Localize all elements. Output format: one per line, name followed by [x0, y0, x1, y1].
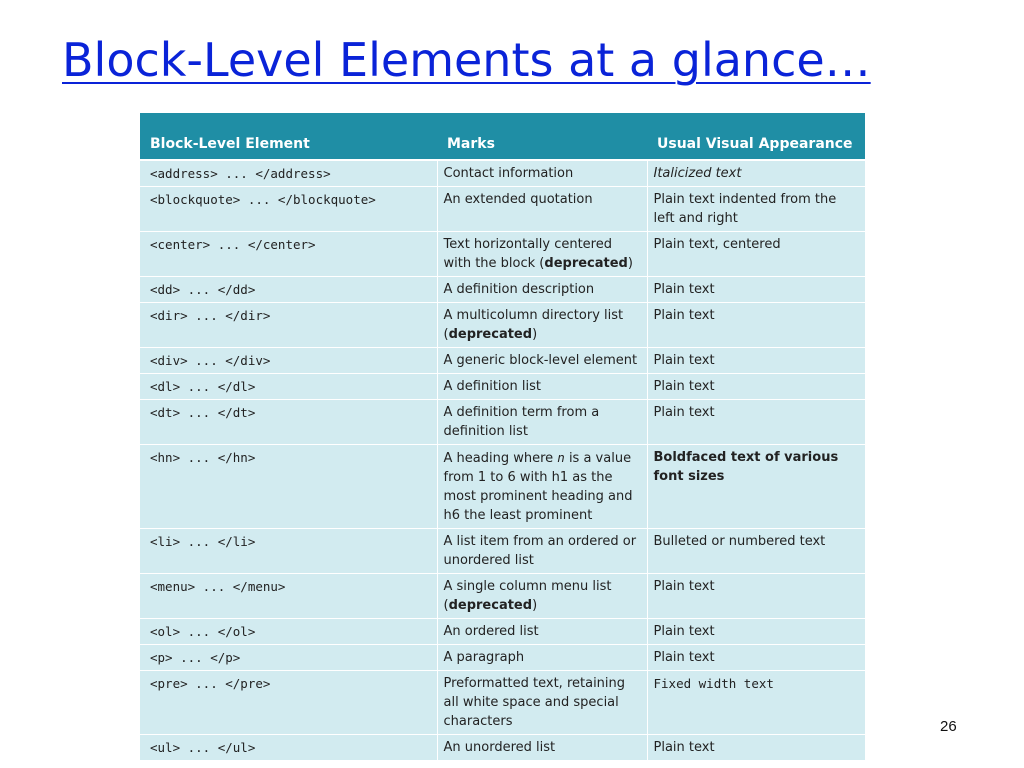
table-row — [140, 645, 865, 671]
marks-cell: An extended quotation — [437, 187, 647, 232]
marks-cell: Contact information — [437, 160, 647, 187]
marks-cell: A list item from an ordered or unordered list — [437, 529, 647, 574]
slide-title: Block-Level Elements at a glance… — [62, 33, 871, 87]
table-row — [140, 277, 865, 303]
marks-cell: A generic block-level element — [437, 348, 647, 374]
table-row — [140, 160, 865, 187]
marks-text: ) — [627, 256, 633, 271]
marks-text: Text horizontally centered with the block ( — [443, 237, 612, 271]
marks-cell — [437, 445, 647, 529]
appearance-cell: Bulleted or numbered text — [647, 529, 865, 574]
marks-text: is a value from 1 to 6 with h1 as the most prominent heading and h6 the least prominent — [443, 451, 633, 523]
marks-text: A single column menu list ( — [443, 579, 612, 613]
table-row — [140, 619, 865, 645]
appearance-cell: Plain text — [647, 619, 865, 645]
element-cell: <menu> ... </menu> — [140, 574, 437, 619]
element-cell: <ul> ... </ul> — [140, 735, 437, 761]
appearance-cell: Plain text — [647, 348, 865, 374]
appearance-cell: Plain text — [647, 574, 865, 619]
table-row — [140, 232, 865, 277]
appearance-cell: Plain text — [647, 400, 865, 445]
variable-n: n — [557, 450, 565, 465]
appearance-cell: Plain text — [647, 277, 865, 303]
element-cell: <dd> ... </dd> — [140, 277, 437, 303]
page-number: 26 — [940, 718, 957, 735]
marks-cell: A definition list — [437, 374, 647, 400]
appearance-cell — [647, 671, 865, 735]
appearance-cell — [647, 445, 865, 529]
appearance-cell: Plain text, centered — [647, 232, 865, 277]
element-cell: <ol> ... </ol> — [140, 619, 437, 645]
deprecated-label: deprecated — [448, 327, 533, 342]
element-cell: <hn> ... </hn> — [140, 445, 437, 529]
marks-cell — [437, 574, 647, 619]
element-reference-table — [140, 113, 865, 761]
table-row — [140, 400, 865, 445]
marks-cell: Preformatted text, retaining all white space and special characters — [437, 671, 647, 735]
marks-text: A heading where — [443, 451, 558, 466]
table-row — [140, 574, 865, 619]
marks-cell: A definition term from a definition list — [437, 400, 647, 445]
marks-cell: An ordered list — [437, 619, 647, 645]
marks-text: A multicolumn directory list ( — [443, 308, 624, 342]
appearance-text: Fixed width text — [653, 676, 774, 691]
marks-text: ) — [532, 598, 538, 613]
marks-cell — [437, 303, 647, 348]
table-row — [140, 671, 865, 735]
element-cell: <pre> ... </pre> — [140, 671, 437, 735]
table-row — [140, 735, 865, 761]
table-row — [140, 348, 865, 374]
deprecated-label: deprecated — [448, 598, 533, 613]
marks-cell: A definition description — [437, 277, 647, 303]
element-cell: <dl> ... </dl> — [140, 374, 437, 400]
element-cell: <center> ... </center> — [140, 232, 437, 277]
element-cell: <dt> ... </dt> — [140, 400, 437, 445]
appearance-text: Boldfaced text of various font sizes — [653, 450, 839, 484]
appearance-cell: Plain text — [647, 374, 865, 400]
table-row — [140, 374, 865, 400]
table-row — [140, 445, 865, 529]
marks-cell: An unordered list — [437, 735, 647, 761]
marks-text: ) — [532, 327, 538, 342]
element-cell: <blockquote> ... </blockquote> — [140, 187, 437, 232]
appearance-cell: Plain text indented from the left and right — [647, 187, 865, 232]
deprecated-label: deprecated — [544, 256, 628, 271]
appearance-cell: Plain text — [647, 645, 865, 671]
element-cell: <address> ... </address> — [140, 160, 437, 187]
table-row — [140, 529, 865, 574]
table-row — [140, 187, 865, 232]
element-cell: <dir> ... </dir> — [140, 303, 437, 348]
element-cell: <li> ... </li> — [140, 529, 437, 574]
header-element: Block-Level Element — [140, 113, 437, 160]
element-cell: <p> ... </p> — [140, 645, 437, 671]
appearance-cell: Plain text — [647, 735, 865, 761]
header-appearance: Usual Visual Appearance — [647, 113, 865, 160]
appearance-cell: Plain text — [647, 303, 865, 348]
element-cell: <div> ... </div> — [140, 348, 437, 374]
marks-cell: A paragraph — [437, 645, 647, 671]
header-marks: Marks — [437, 113, 647, 160]
table-header-row — [140, 113, 865, 160]
marks-cell — [437, 232, 647, 277]
table-row — [140, 303, 865, 348]
appearance-cell — [647, 160, 865, 187]
appearance-text: Italicized text — [653, 166, 742, 181]
